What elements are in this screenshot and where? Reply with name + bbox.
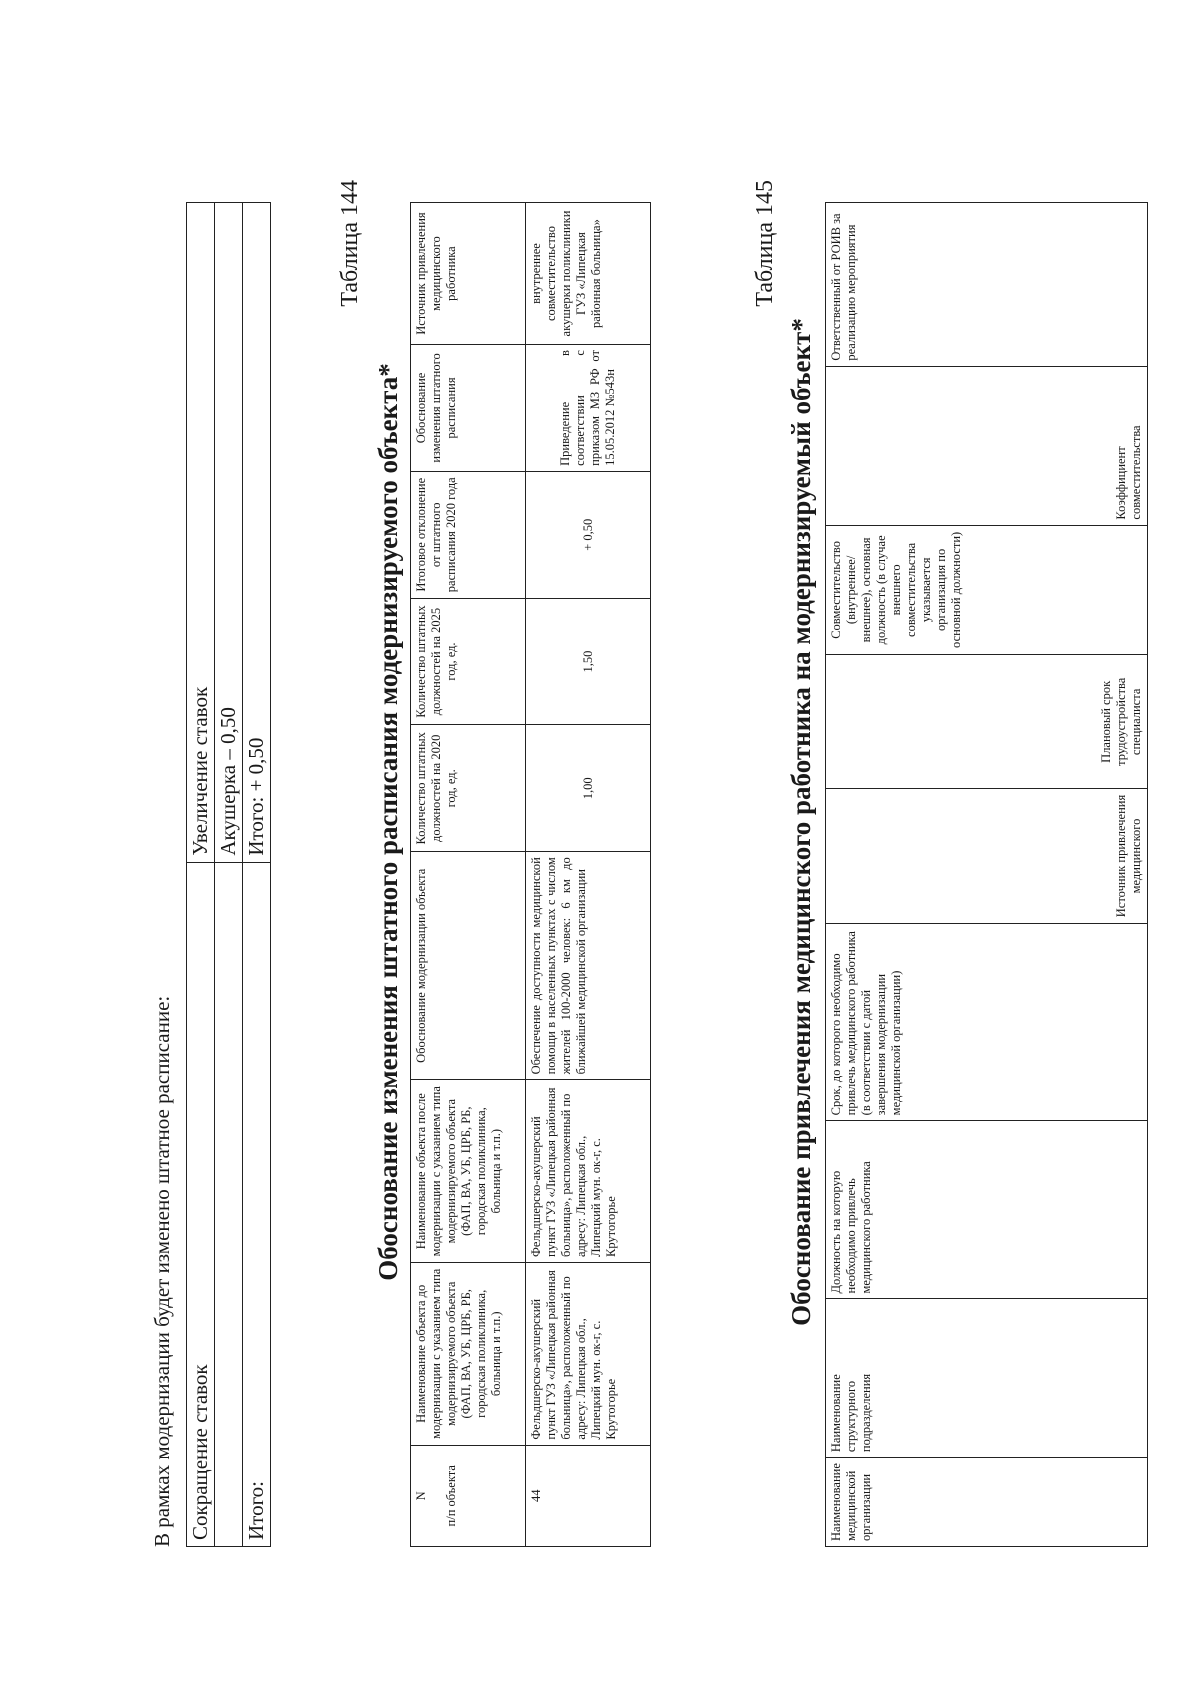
- table-title: Обоснование привлечения медицинского работника на модернизируемый объект*: [786, 318, 816, 1326]
- column-header: Источник привлечения медицинского: [826, 789, 1148, 923]
- table-cell: Обеспечение доступности медицинской помощи в населенных пунктах с числом жителей 100-2000 человек: 6 км до ближайшей медицинской организации: [526, 852, 651, 1080]
- table-header-row: [411, 203, 526, 1547]
- table-caption: Таблица 145: [752, 180, 778, 307]
- column-header: Количество штатных должностей на 2020 год, ед.: [411, 725, 526, 852]
- column-header: Наименование структурного подразделения: [826, 1299, 1148, 1458]
- table-cell: + 0,50: [526, 471, 651, 598]
- column-header: Коэффициент совместительства: [826, 366, 1148, 525]
- column-header: Плановый срок трудоустройства специалиста: [826, 655, 1148, 789]
- table-header-row: [826, 203, 1148, 1547]
- table-cell: 1,50: [526, 598, 651, 725]
- column-header: Итоговое отклонение от штатного расписания 2020 года: [411, 471, 526, 598]
- column-header: Количество штатных должностей на 2025 год, ед.: [411, 598, 526, 725]
- table-cell: Сокращение ставок: [187, 862, 215, 1546]
- table-row: [526, 203, 651, 1547]
- table-cell: Приведение в соответствии с приказом МЗ РФ от 15.05.2012 №543н: [526, 345, 651, 472]
- table-cell: 44: [526, 1445, 651, 1546]
- column-header: Наименование объекта после модернизации с указанием типа модернизируемого объекта (ФАП, ВА, УБ, ЦРБ, РБ, городская поликлиника, больница и т.п.): [411, 1080, 526, 1263]
- table-cell: Акушерка – 0,50: [215, 203, 243, 863]
- column-header: Наименование объекта до модернизации с указанием типа модернизируемого объекта (ФАП, ВА, УБ, ЦРБ, РБ, городская поликлиника, больница и т.п.): [411, 1263, 526, 1446]
- table-cell: Увеличение ставок: [187, 203, 215, 863]
- table-caption: Таблица 144: [337, 180, 363, 307]
- table-row: [187, 203, 215, 1547]
- column-header: Обоснование изменения штатного расписания: [411, 345, 526, 472]
- column-header: Срок, до которого необходимо привлечь медицинского работника (в соответствии с датой завершения модернизации медицинской организации): [826, 923, 1148, 1121]
- table-cell: Итого: + 0,50: [243, 203, 271, 863]
- column-header: Ответственный от РОИВ за реализацию мероприятия: [826, 203, 1148, 367]
- column-header: Источник привлечения медицинского работника: [411, 203, 526, 345]
- staffing-justification-table: [410, 202, 651, 1547]
- table-cell: Итого:: [243, 862, 271, 1546]
- staff-change-summary-table: [186, 202, 271, 1547]
- table-cell: Фельдшерско-акушерский пункт ГУЗ «Липецкая районная больница», расположенный по адресу: Липецкая обл., Липецкий мун. ок-г, с. Крутогорье: [526, 1080, 651, 1263]
- table-cell: [215, 862, 243, 1546]
- column-header: N п/п объекта: [411, 1445, 526, 1546]
- worker-recruitment-justification-table: [825, 202, 1148, 1547]
- table-title: Обоснование изменения штатного расписания модернизируемого объекта*: [373, 363, 403, 1281]
- table-cell: Фельдшерско-акушерский пункт ГУЗ «Липецкая районная больница», расположенный по адресу: Липецкая обл., Липецкий мун. ок-г, с. Крутогорье: [526, 1263, 651, 1446]
- column-header: Должность на которую необходимо привлечь медицинского работника: [826, 1121, 1148, 1299]
- column-header: Совместительство (внутреннее/внешнее), основная должность (в случае внешнего совместительства указывается организация по основной должности): [826, 525, 1148, 655]
- table-cell: внутреннее совместительство акушерки поликлиники ГУЗ «Липецкая районная больница»: [526, 203, 651, 345]
- table-row: [215, 203, 243, 1547]
- intro-text: В рамках модернизации будет изменено штатное расписание:: [150, 995, 174, 1547]
- table-cell: 1,00: [526, 725, 651, 852]
- column-header: Наименование медицинской организации: [826, 1458, 1148, 1547]
- table-row: [243, 203, 271, 1547]
- column-header: Обоснование модернизации объекта: [411, 852, 526, 1080]
